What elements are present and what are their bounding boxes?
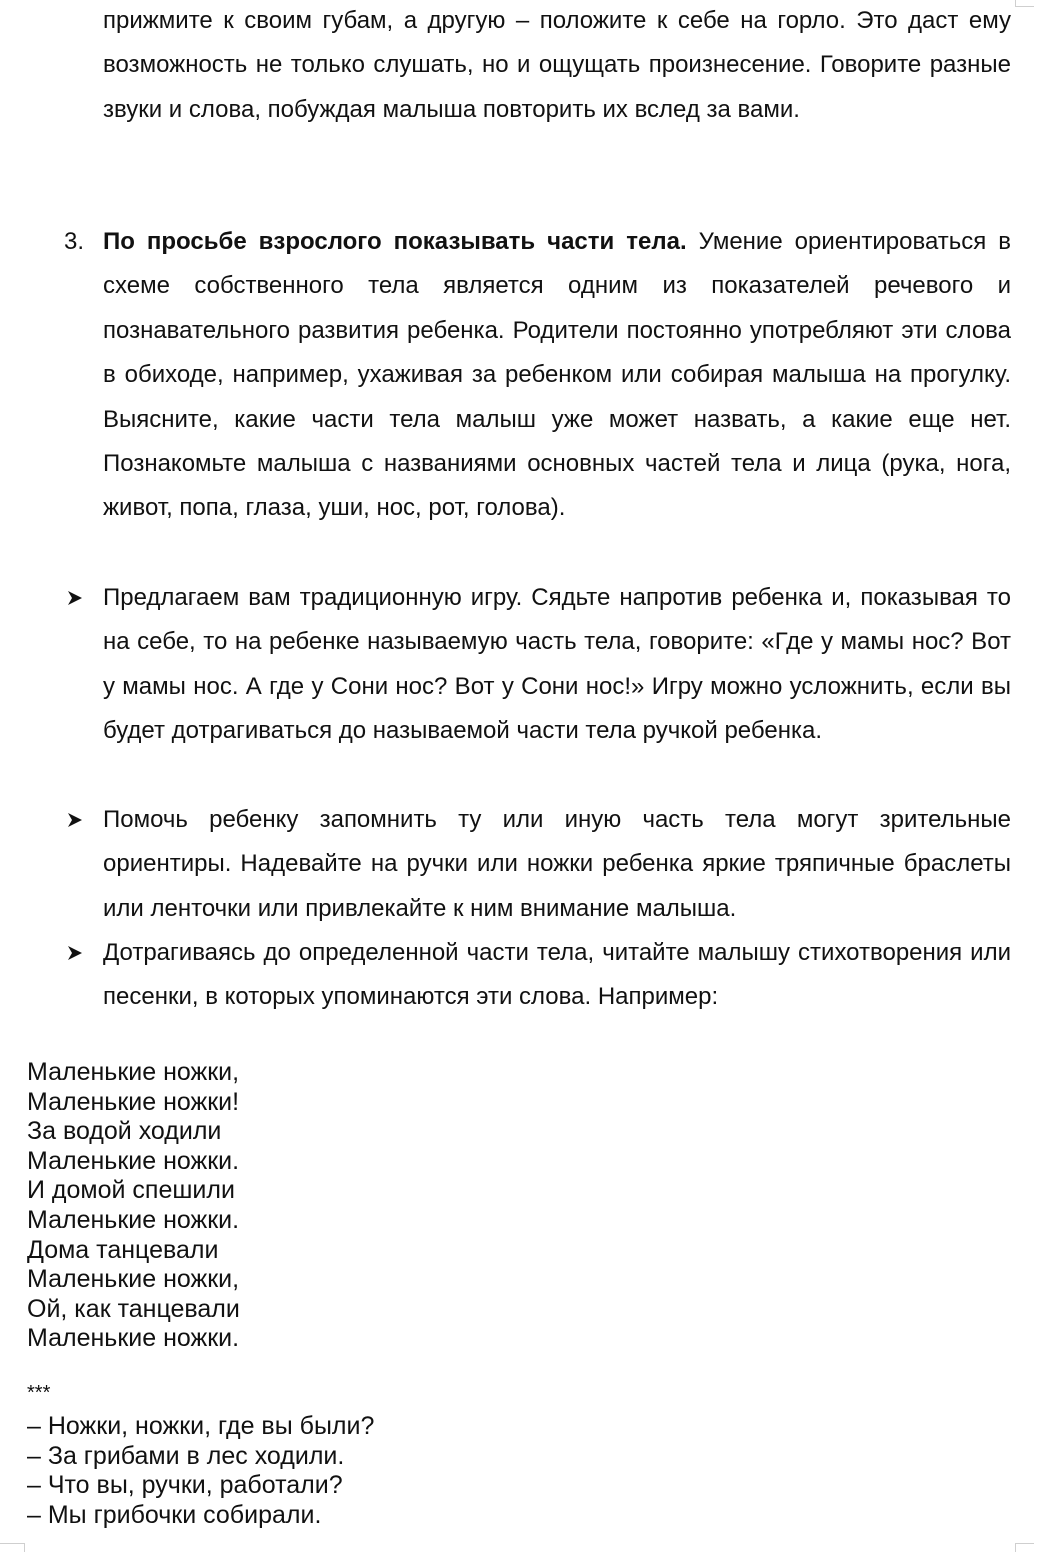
poem-feet-and-hands [27, 1412, 374, 1530]
list-item-body: Умение ориентироваться в схеме собственного тела является одним из показателей речевого и познавательного развития ребенка. Родители постоянно употребляют эти слова в обиходе, например, ухаживая за ребенком или собирая малыша на прогулку. Выясните, какие части тела малыш уже может назвать, а какие еще нет. Познакомьте малыша с названиями основных частей тела и лица (рука, нога, живот, попа, глаза, уши, нос, рот, голова). [103, 228, 1012, 522]
poem-line: Ой, как танцевали [27, 1294, 240, 1323]
list-item-heading: По просьбе взрослого показывать части тела. [103, 228, 687, 255]
page-corner-mark [1015, 1543, 1034, 1552]
poem-line: Дома танцевали [27, 1235, 219, 1264]
bullet-item: Дотрагиваясь до определенной части тела, читайте малышу стихотворения или песенки, в которых упоминаются эти слова. Например: [103, 939, 1011, 1011]
poem-line: И домой спешили [27, 1176, 235, 1205]
poem-line: Маленькие ножки. [27, 1205, 240, 1234]
page-corner-mark [1015, 0, 1034, 7]
poem-line: – Что вы, ручки, работали? [27, 1471, 343, 1500]
poem-line: – Ножки, ножки, где вы были? [27, 1412, 375, 1440]
arrowhead-bullet-icon [67, 812, 83, 828]
poem-line: Маленькие ножки, [27, 1058, 240, 1086]
poem-line: – Мы грибочки собирали. [27, 1500, 322, 1529]
bullet-item: Предлагаем вам традиционную игру. Сядьте напротив ребенка и, показывая то на себе, то на ребенке называемую часть тела, говорите: «Где у мамы нос? Вот у мамы нос. А где у Сони нос? Вот у Сони нос!» Игру можно усложнить, если вы будет дотрагиваться до называемой части тела ручкой ребенка. [103, 584, 1011, 745]
arrowhead-bullet-icon [67, 945, 83, 961]
poem-line: Маленькие ножки! [27, 1087, 240, 1116]
arrowhead-bullet-icon [67, 590, 83, 606]
section-separator: *** [27, 1382, 51, 1404]
page-corner-mark [0, 1543, 25, 1552]
poem-little-feet [27, 1058, 240, 1354]
intro-paragraph: прижмите к своим губам, а другую – положите к себе на горло. Это даст ему возможность не только слушать, но и ощущать произнесение. Говорите разные звуки и слова, побуждая малыша повторить их вслед за вами. [103, 7, 1011, 123]
bullet-item: Помочь ребенку запомнить ту или иную часть тела могут зрительные ориентиры. Надевайте на ручки или ножки ребенка яркие тряпичные браслеты или ленточки или привлекайте к ним внимание малыша. [103, 806, 1011, 922]
list-item-3 [103, 220, 1011, 531]
poem-line: Маленькие ножки, [27, 1265, 240, 1294]
list-number: 3. [64, 228, 85, 255]
poem-line: За водой ходили [27, 1117, 222, 1146]
poem-line: Маленькие ножки. [27, 1324, 240, 1353]
poem-line: Маленькие ножки. [27, 1146, 240, 1175]
poem-line: – За грибами в лес ходили. [27, 1441, 345, 1470]
